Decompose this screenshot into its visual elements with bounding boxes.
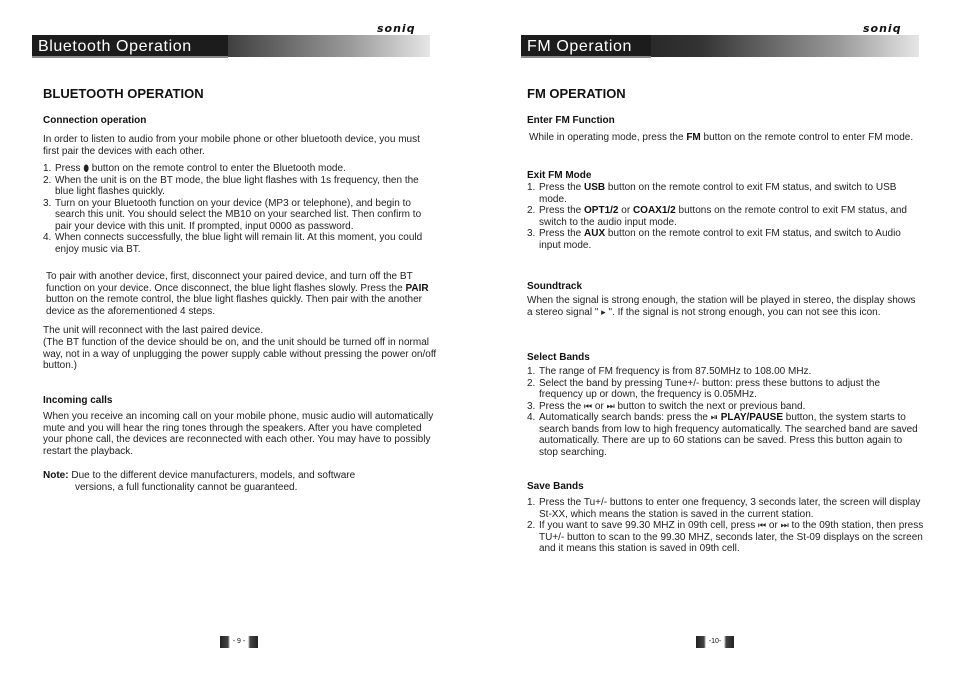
list-item: 2. If you want to save 99.30 MHZ in 09th cell, press ⏮ or ⏭ to the 09th station, then press TU+/- button to scan to the 99.30 MHZ, seconds later, the St-09 displays on the screen and it means this station is saved in 09th cell. (527, 520, 924, 554)
calls-text: When you receive an incoming call on your mobile phone, music audio will automatically mute and you will hear the ring tones through the speakers. After you have completed your phone call, the devices are reconnected with each other. You may have to possibly restart the playback. (43, 411, 434, 457)
save-bands-steps (527, 497, 927, 555)
section-title: FM OPERATION (527, 86, 626, 101)
select-bands-heading: Select Bands (527, 352, 590, 363)
connection-heading: Connection operation (43, 115, 147, 126)
pair-paragraph: To pair with another device, first, disconnect your paired device, and turn off the BT function on your device. Once disconnect, the blue light flashes slowly. Press the PAIR button on the remote control, the blue light flashes quickly. Then pair with the another device as the aforementioned 4 steps. (46, 271, 429, 317)
list-item: 2. Press the OPT1/2 or COAX1/2 buttons on the remote control to exit FM status, and switch to the audio input mode. (527, 205, 907, 228)
enter-fm-text: While in operating mode, press the FM button on the remote control to enter FM mode. (529, 132, 914, 143)
list-item: 2. Select the band by pressing Tune+/- button: press these buttons to adjust the frequency up or down, the frequency is 0.05MHz. (527, 377, 881, 400)
section-title: BLUETOOTH OPERATION (43, 86, 204, 101)
save-bands-heading: Save Bands (527, 481, 584, 492)
enter-fm-heading: Enter FM Function (527, 115, 615, 126)
calls-heading: Incoming calls (43, 395, 113, 406)
skip-previous-icon: ⏮ (584, 400, 593, 411)
list-item: 4. When connects successfully, the blue light will remain lit. At this moment, you could enjoy music via BT. (43, 232, 423, 255)
connection-intro: In order to listen to audio from your mobile phone or other bluetooth device, you must first pair the devices with each other. (43, 134, 420, 157)
list-item: 3. Turn on your Bluetooth function on your device (MP3 or telephone), and begin to search this unit. You should select the MB10 on your searched list. Then confirm to pair your device with this unit. If prompted, input 0000 as password. (43, 197, 422, 232)
page-number: -10- (696, 636, 734, 648)
skip-next-icon: ⏭ (606, 400, 615, 411)
banner-title: Bluetooth Operation (32, 35, 228, 58)
note: Note: Due to the different device manufacturers, models, and software versions, a full functionality cannot be guaranteed. (43, 470, 356, 493)
page-number: - 9 - (220, 636, 258, 648)
soundtrack-text: When the signal is strong enough, the station will be played in stereo, the display shows a stereo signal " ▸ ". If the signal is not strong enough, you can not see this icon. (527, 295, 916, 318)
reconnect-note: (The BT function of the device should be on, and the unit should be turned off in normal way, not in a way of unplugging the power supply cable without pressing the power on/off button.) (43, 337, 437, 371)
list-item: 3. Press the AUX button on the remote control to exit FM status, and switch to Audio input mode. (527, 228, 901, 251)
list-item: 1. Press the USB button on the remote control to exit FM status, and switch to USB mode. (527, 182, 897, 205)
exit-fm-heading: Exit FM Mode (527, 170, 592, 181)
list-item: 3. Press the ⏮ or ⏭ button to switch the next or previous band. (527, 400, 806, 412)
list-item: 1. Press ⬮ button on the remote control to enter the Bluetooth mode. (43, 163, 346, 174)
reconnect-text: The unit will reconnect with the last paired device. (43, 325, 264, 336)
bluetooth-icon: ⬮ (83, 163, 89, 173)
exit-fm-steps (527, 182, 922, 251)
play-pause-icon: ⏯ (710, 412, 718, 422)
list-item: 1. Press the Tu+/- buttons to enter one frequency, 3 seconds later, the screen will display St-XX, which means the station is saved in the current station. (527, 497, 921, 520)
banner-title: FM Operation (521, 35, 651, 58)
skip-previous-icon: ⏮ (758, 520, 767, 530)
note-label: Note: (43, 470, 69, 481)
list-item: 1. The range of FM frequency is from 87.50MHz to 108.00 MHz. (527, 366, 812, 377)
list-item: 2. When the unit is on the BT mode, the blue light flashes with 1s frequency, then the blue light flashes quickly. (43, 174, 419, 197)
stereo-icon: ▸ (601, 306, 606, 317)
skip-next-icon: ⏭ (780, 520, 789, 530)
right-page (477, 0, 954, 675)
brand-logo: soniq (377, 22, 416, 35)
connection-steps (43, 163, 438, 255)
soundtrack-heading: Soundtrack (527, 281, 583, 292)
brand-logo: soniq (863, 22, 902, 35)
select-bands-steps (527, 366, 922, 458)
list-item: 4. Automatically search bands: press the ⏯ PLAY/PAUSE button, the system starts to search bands from low to high frequency automatically. The searched band are saved automatically. There are up to 60 stations can be saved. Press this button again to stop searching. (527, 412, 918, 458)
